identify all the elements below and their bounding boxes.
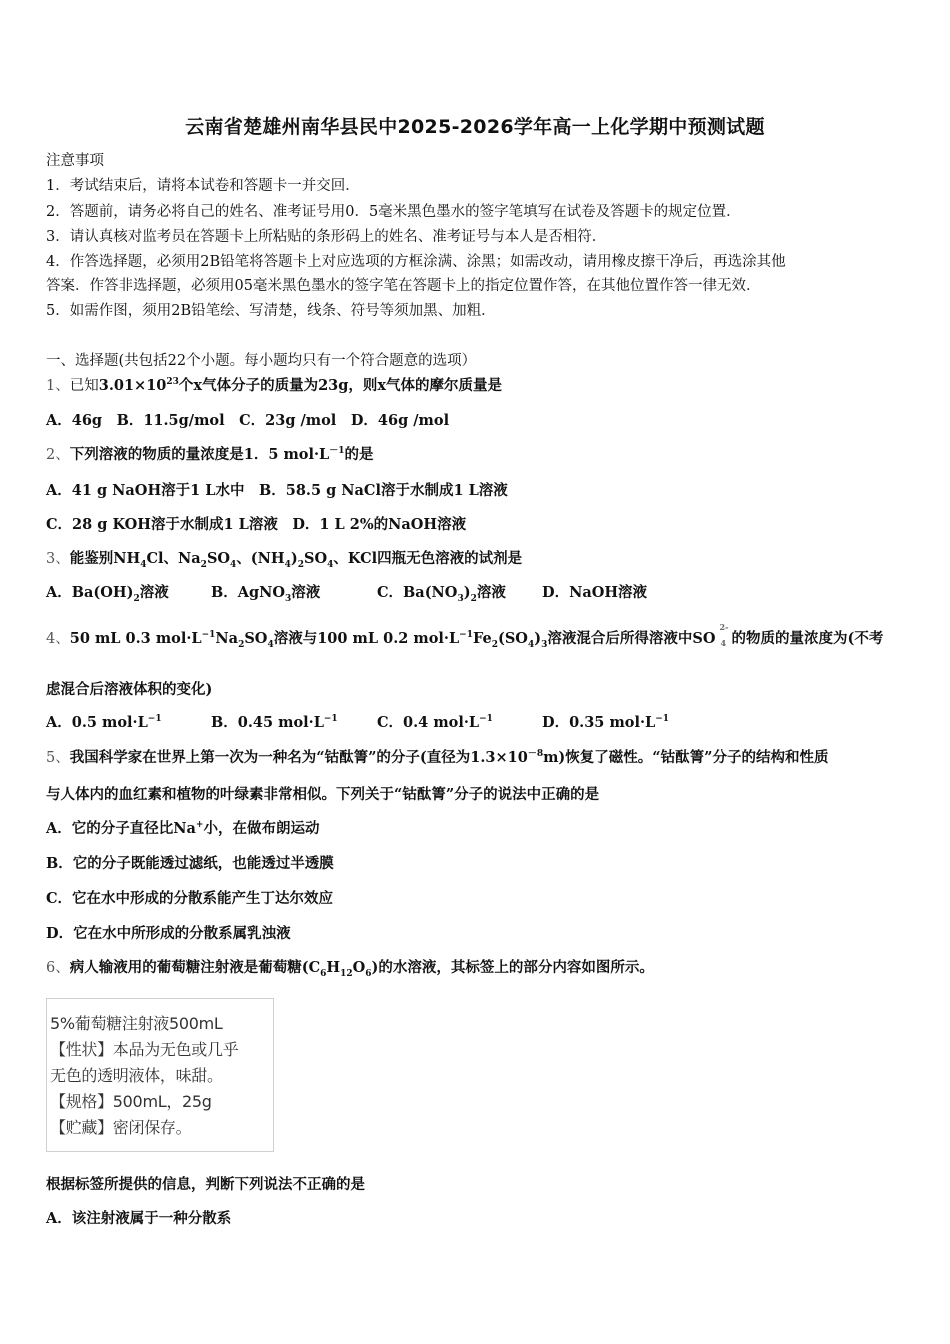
question-4-option-c: C．0.4 $mol\cdot L^{-1}$ (377, 714, 493, 731)
sulfate-ion-marker: 2- 4 (719, 622, 729, 648)
glucose-label-image (46, 998, 274, 1152)
page-title: 云南省楚雄州南华县民中2025-2026学年高一上化学期中预测试题 (185, 116, 765, 138)
question-5-option-b: B．它的分子既能透过滤纸，也能透过半透膜 (46, 855, 334, 872)
notice-heading: 注意事项 (46, 153, 104, 169)
question-number: 1、 (46, 378, 70, 394)
question-3-option-b: B．AgNO$_3$溶液 (211, 584, 321, 604)
question-3-option-c: C．$Ba(NO_3)_2$溶液 (377, 584, 506, 604)
question-6-option-a: A．该注射液属于一种分散系 (46, 1210, 232, 1227)
notice-item: 5．如需作图，须用2B铅笔绘、写清楚，线条、符号等须加黑、加粗． (46, 303, 496, 319)
notice-item: 答案．作答非选择题，必须用05毫米黑色墨水的签字笔在答题卡上的指定位置作答，在其他位置作答一律无效． (46, 278, 761, 294)
section-heading: 一、选择题(共包括22个小题。每小题均只有一个符合题意的选项） (46, 353, 477, 369)
notice-item: 1．考试结束后，请将本试卷和答题卡一并交回． (46, 178, 360, 194)
question-1-options: A．46g B．11.5g/mol C．23g /mol D．46g /mol (46, 412, 450, 429)
label-line: 【规格】500mL，25g (50, 1092, 212, 1111)
question-2-stem: 2、下列溶液的物质的量浓度是1．5 $mol\cdot L^{-1}$的是 (46, 446, 374, 463)
question-3-stem: 3、能鉴别$NH_4Cl$、$Na_2SO_4$、$(NH_4)_2SO_4$、KCl四瓶无色溶液的试剂是 (46, 550, 523, 570)
question-5-option-c: C．它在水中形成的分散系能产生丁达尔效应 (46, 890, 334, 907)
question-6-prompt: 根据标签所提供的信息，判断下列说法不正确的是 (46, 1176, 365, 1193)
question-1-stem: 1、已知$3.01\times 10^{23}$个x气体分子的质量为23g，则x气体的摩尔质量是 (46, 377, 503, 394)
question-2-options-cd: C．28 g KOH溶于水制成1 L溶液 D．1 L 2%的NaOH溶液 (46, 516, 467, 533)
label-line: 【贮藏】密闭保存。 (50, 1118, 192, 1137)
question-5-stem-cont: 与人体内的血红素和植物的叶绿素非常相似。下列关于“钴酞箐”分子的说法中正确的是 (46, 786, 600, 803)
question-5-stem: 5、我国科学家在世界上第一次为一种名为“钴酞箐”的分子(直径为$1.3\times 10^{-8}m$)恢复了磁性。“钴酞箐”分子的结构和性质 (46, 749, 829, 766)
notice-item: 4．作答选择题，必须用2B铅笔将答题卡上对应选项的方框涂满、涂黑；如需改动，请用橡皮擦干净后，再选涂其他 (46, 254, 786, 270)
label-line: 5%葡萄糖注射液500mL (50, 1014, 223, 1033)
question-3-option-d: D．NaOH溶液 (542, 584, 648, 601)
question-6-stem: 6、病人输液用的葡萄糖注射液是葡萄糖$(C_6H_{12}O_6)$的水溶液，其标签上的部分内容如图所示。 (46, 959, 654, 979)
question-4-stem-cont: 虑混合后溶液体积的变化) (46, 681, 213, 698)
question-5-option-a: A．它的分子直径比Na+小，在做布朗运动 (46, 820, 320, 837)
label-line: 【性状】本品为无色或几乎 (50, 1040, 239, 1059)
question-4-option-a: A．0.5 $mol\cdot L^{-1}$ (46, 714, 162, 731)
label-line: 无色的透明液体，味甜。 (50, 1066, 223, 1085)
question-4-stem: 4、50 mL 0.3 $mol\cdot L^{-1}Na_2SO_4$溶液与100 mL 0.2 $mol\cdot L^{-1}Fe_2(SO_4)_3$溶液混合后所得溶液中SO 2- 4 的物质的量浓度为(不考 (46, 622, 884, 650)
notice-item: 3．请认真核对监考员在答题卡上所粘贴的条形码上的姓名、准考证号与本人是否相符． (46, 229, 607, 245)
question-2-options-ab: A．41 g NaOH溶于1 L水中 B．58.5 g NaCl溶于水制成1 L溶液 (46, 482, 508, 499)
question-5-option-d: D．它在水中所形成的分散系属乳浊液 (46, 925, 291, 942)
question-3-option-a: A．$Ba(OH)_2$溶液 (46, 584, 169, 604)
question-4-option-b: B．0.45 $mol\cdot L^{-1}$ (211, 714, 338, 731)
question-4-option-d: D．0.35 $mol\cdot L^{-1}$ (542, 714, 670, 731)
notice-item: 2．答题前，请务必将自己的姓名、准考证号用0．5毫米黑色墨水的签字笔填写在试卷及答题卡的规定位置． (46, 204, 741, 220)
